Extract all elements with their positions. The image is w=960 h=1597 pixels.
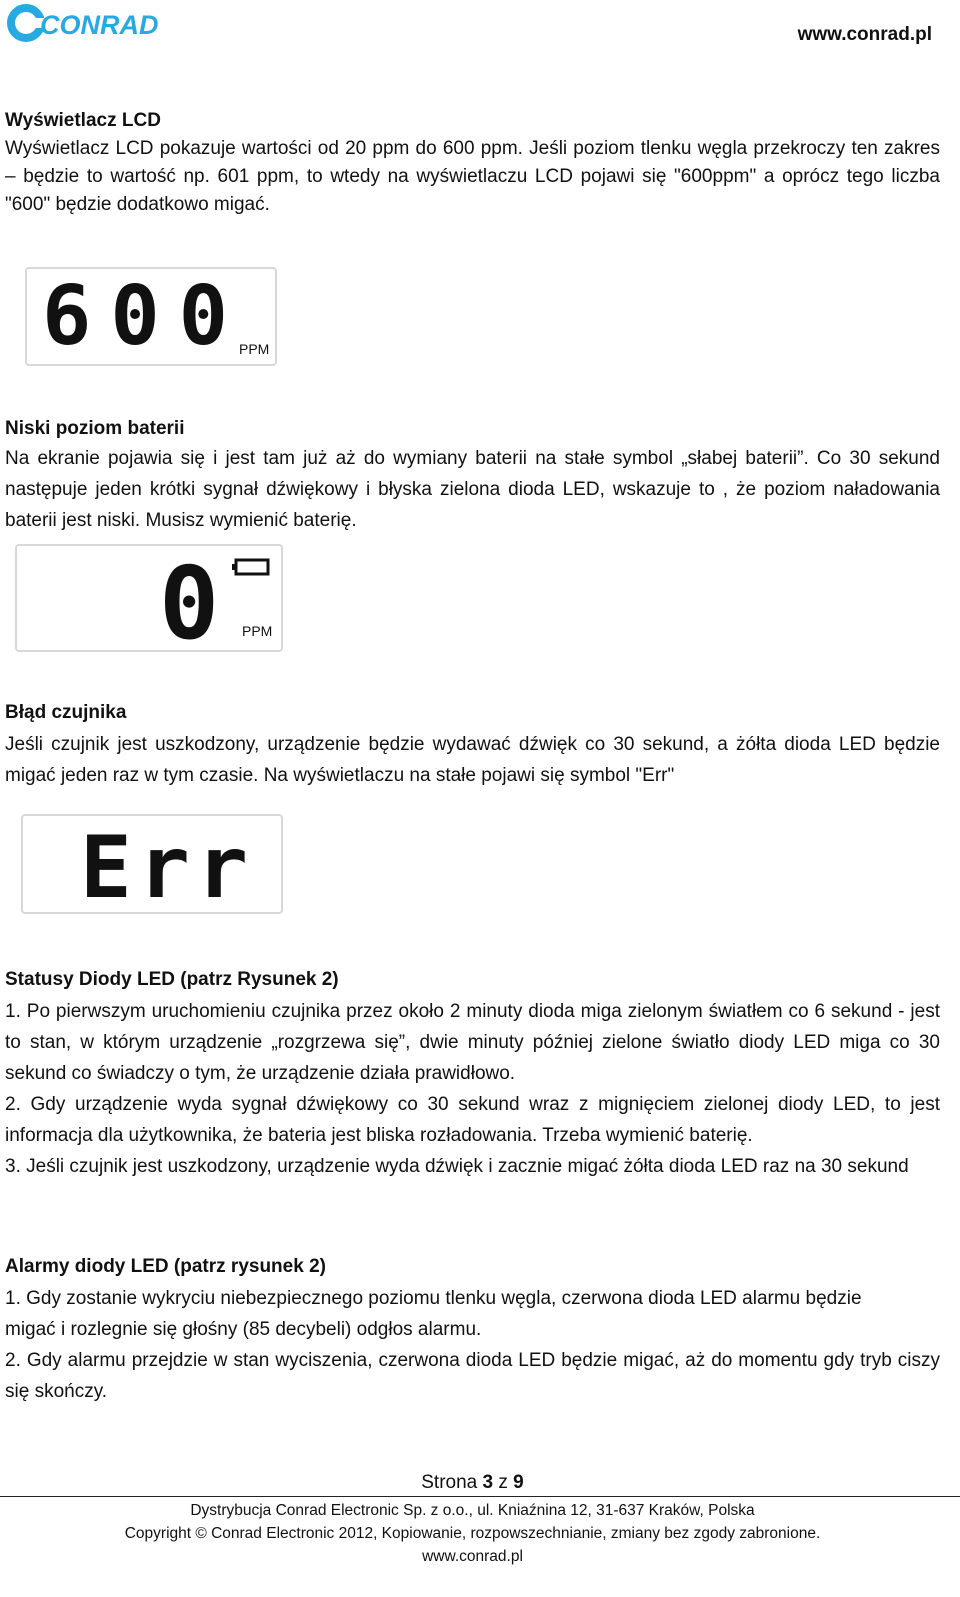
led-alarms-heading: Alarmy diody LED (patrz rysunek 2) bbox=[5, 1256, 326, 1277]
page-label: Strona bbox=[421, 1472, 478, 1493]
page-number bbox=[0, 1472, 945, 1494]
sensor-error-heading: Błąd czujnika bbox=[5, 702, 127, 723]
lcd-display-600 bbox=[24, 266, 280, 368]
lcd-unit: PPM bbox=[239, 341, 270, 357]
lcd-text: Wyświetlacz LCD pokazuje wartości od 20 ppm do 600 ppm. Jeśli poziom tlenku węgla przekroczy ten zakres – będzie to wartość np. 601 ppm, to wtedy na wyświetlaczu LCD pojawi się "600ppm" a oprócz tego liczba "600" będzie dodatkowo migać. bbox=[5, 138, 940, 215]
list-item: 1. Po pierwszym uruchomieniu czujnika przez około 2 minuty dioda miga zielonym światłem co 6 sekund - jest to stan, w którym urządzenie „rozgrzewa się”, dwie minuty później zielone światło diody LED miga co 30 sekund co świadczy o tym, że urządzenie działa prawidłowo. bbox=[5, 1001, 940, 1084]
page-total: 9 bbox=[513, 1472, 524, 1493]
led-status-heading: Statusy Diody LED (patrz Rysunek 2) bbox=[5, 969, 339, 990]
lcd-display-err bbox=[20, 813, 286, 917]
logo-text: CONRAD bbox=[40, 10, 159, 40]
page-current: 3 bbox=[482, 1472, 494, 1493]
footer-divider bbox=[0, 1496, 960, 1497]
err-text: Err bbox=[80, 818, 256, 917]
battery-digit: 0 bbox=[159, 545, 220, 655]
section-sensor-error bbox=[5, 699, 940, 791]
header-site-url[interactable]: www.conrad.pl bbox=[797, 24, 932, 45]
page-sep: z bbox=[498, 1472, 508, 1493]
battery-text: Na ekranie pojawia się i jest tam już aż do wymiany baterii na stałe symbol „słabej baterii”. Co 30 sekund następuje jeden krótki sygnał dźwiękowy i błyska zielona dioda LED, wskazuje to , że poziom naładowania baterii jest niski. Musisz wymienić baterię. bbox=[5, 448, 940, 531]
battery-unit: PPM bbox=[242, 623, 273, 639]
section-led-alarms bbox=[5, 1253, 940, 1407]
footer-copyright: Copyright © Conrad Electronic 2012, Kopiowanie, rozpowszechnianie, zmiany bez zgody zabronione. bbox=[124, 1525, 821, 1542]
list-item: 2. Gdy alarmu przejdzie w stan wyciszenia, czerwona dioda LED będzie migać, aż do momentu gdy tryb ciszy się skończy. bbox=[5, 1350, 940, 1402]
footer-url[interactable]: www.conrad.pl bbox=[422, 1548, 523, 1565]
list-item: 3. Jeśli czujnik jest uszkodzony, urządzenie wyda dźwięk i zacznie migać żółta dioda LED raz na 30 sekund bbox=[5, 1156, 909, 1177]
footer-address: Dystrybucja Conrad Electronic Sp. z o.o., ul. Kniaźnina 12, 31-637 Kraków, Polska bbox=[190, 1502, 755, 1519]
conrad-logo bbox=[6, 2, 166, 44]
sensor-error-text: Jeśli czujnik jest uszkodzony, urządzenie będzie wydawać dźwięk co 30 sekund, a żółta dioda LED będzie migać jeden raz w tym czasie. Na wyświetlaczu na stałe pojawi się symbol "Err" bbox=[5, 734, 940, 786]
list-item: 2. Gdy urządzenie wyda sygnał dźwiękowy co 30 sekund wraz z mignięciem zielonej diody LED, to jest informacja dla użytkownika, że bateria jest bliska rozładowania. Trzeba wymienić baterię. bbox=[5, 1094, 940, 1146]
list-item: 1. Gdy zostanie wykryciu niebezpiecznego poziomu tlenku węgla, czerwona dioda LED alarmu będzie migać i rozlegnie się głośny (85 decybeli) odgłos alarmu. bbox=[5, 1288, 862, 1340]
section-lcd bbox=[5, 107, 940, 219]
lcd-display-battery bbox=[14, 543, 286, 655]
lcd-heading: Wyświetlacz LCD bbox=[5, 110, 161, 131]
battery-heading: Niski poziom baterii bbox=[5, 418, 185, 439]
section-led-status bbox=[5, 966, 940, 1182]
lcd-digits: 600 bbox=[42, 269, 232, 364]
section-battery bbox=[5, 415, 940, 536]
